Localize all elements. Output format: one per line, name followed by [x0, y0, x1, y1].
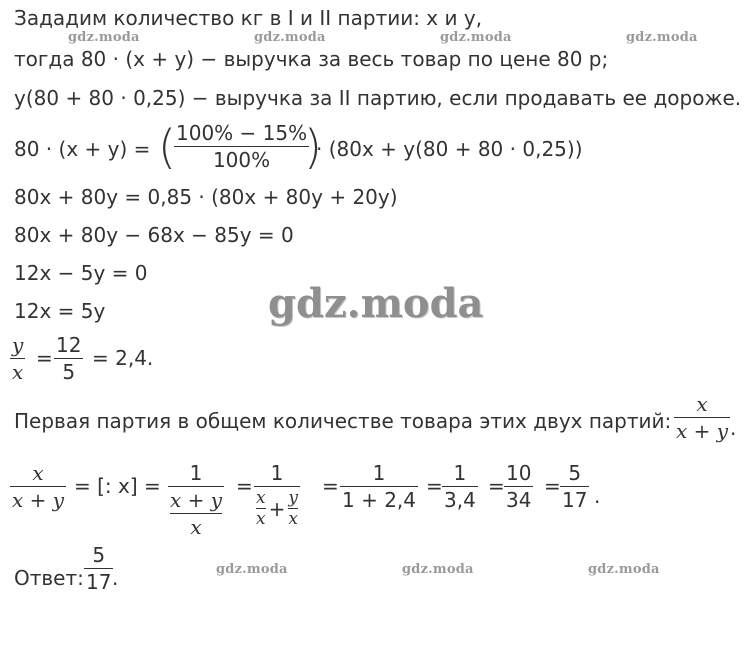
fraction-bar — [560, 486, 589, 487]
fraction-bar — [174, 146, 309, 147]
fraction-bar — [168, 486, 224, 487]
nested-denominator: x — [288, 509, 298, 529]
plus-sign: + — [268, 496, 286, 521]
answer-fraction — [84, 543, 113, 594]
fraction-bar — [674, 417, 730, 418]
fraction-numerator: 5 — [568, 461, 582, 485]
close-paren: ) — [304, 120, 322, 174]
fraction-denominator: x + y — [676, 419, 729, 443]
fraction-bar — [340, 486, 418, 487]
chain-fraction-c — [254, 461, 300, 529]
answer-label: Ответ: — [14, 566, 84, 590]
fraction-denominator: 34 — [506, 488, 532, 512]
fraction-bar — [254, 486, 300, 487]
fraction-denominator: 17 — [86, 570, 112, 594]
fraction-numerator: 10 — [506, 461, 532, 485]
equals-sign: = — [544, 474, 561, 498]
period: . — [594, 484, 601, 508]
chain-fraction-a — [10, 461, 66, 512]
open-paren: ( — [158, 120, 176, 174]
watermark-large: gdz.moda — [268, 280, 484, 327]
fraction-denominator: 3,4 — [444, 488, 476, 512]
intro-line: Зададим количество кг в I и II партии: x и y, — [14, 6, 483, 30]
x-over-x — [256, 488, 266, 529]
sum-of-fractions — [254, 488, 300, 529]
equation-2: 80x + 80y = 0,85 · (80x + 80y + 20y) — [14, 185, 398, 209]
fraction-numerator: 1 — [453, 461, 467, 485]
fraction-denominator: 17 — [562, 488, 588, 512]
fraction-bar — [54, 358, 83, 359]
watermark: gdz.moda — [440, 30, 512, 45]
equals-sign: = — [236, 474, 253, 498]
revenue-total-line: тогда 80 · (x + y) − выручка за весь товар по цене 80 р; — [14, 47, 609, 71]
nested-denominator: x — [190, 515, 202, 539]
nested-denominator: x — [256, 509, 266, 529]
nested-bar — [170, 513, 222, 514]
fraction-denominator: 100% — [212, 148, 271, 172]
equation-3: 80x + 80y − 68x − 85y = 0 — [14, 223, 294, 247]
chain-fraction-g — [560, 461, 589, 512]
watermark: gdz.moda — [254, 30, 326, 45]
fraction-denominator: x — [12, 360, 24, 384]
chain-fraction-d — [340, 461, 418, 512]
divide-by-x: = [: x] = — [74, 474, 161, 498]
chain-fraction-f — [504, 461, 533, 512]
twelve-over-five-fraction — [54, 333, 83, 384]
equals-sign: = — [488, 474, 505, 498]
fraction-bar — [504, 486, 533, 487]
y-over-x-fraction — [10, 333, 25, 384]
fraction-numerator: x — [32, 461, 44, 485]
equals-sign: = — [36, 346, 53, 370]
fraction-denominator: 5 — [62, 360, 76, 384]
y-over-x — [288, 488, 298, 529]
watermark: gdz.moda — [588, 562, 660, 577]
fraction-bar — [10, 486, 66, 487]
nested-numerator: x + y — [170, 488, 223, 512]
fraction-denominator: 1 + 2,4 — [342, 488, 417, 512]
fraction-numerator: 1 — [189, 461, 203, 485]
revenue-second-line: y(80 + 80 · 0,25) − выручка за II партию, если продавать ее дороже. — [14, 86, 742, 110]
equation-4: 12x − 5y = 0 — [14, 261, 148, 285]
watermark: gdz.moda — [216, 562, 288, 577]
nested-numerator: y — [288, 488, 298, 508]
period: . — [112, 566, 119, 590]
watermark: gdz.moda — [402, 562, 474, 577]
first-part-text: Первая партия в общем количестве товара этих двух партий: — [14, 409, 672, 433]
equals-sign: = — [426, 474, 443, 498]
fraction-numerator: x — [696, 392, 708, 416]
fraction-numerator: y — [12, 333, 24, 357]
fraction-bar — [10, 358, 25, 359]
discount-fraction — [174, 121, 309, 172]
fraction-numerator: 100% − 15% — [176, 121, 308, 145]
nested-fraction — [168, 488, 224, 539]
fraction-bar — [442, 486, 478, 487]
fraction-numerator: 5 — [92, 543, 106, 567]
fraction-bar — [84, 568, 113, 569]
equation-1-left: 80 · (x + y) = — [14, 137, 151, 161]
fraction-denominator: x + y — [12, 488, 65, 512]
first-part-fraction — [674, 392, 730, 443]
chain-fraction-e — [442, 461, 478, 512]
equation-1-right: · (80x + y(80 + 80 · 0,25)) — [316, 137, 583, 161]
chain-fraction-b — [168, 461, 224, 539]
period: . — [730, 416, 737, 440]
fraction-numerator: 1 — [270, 461, 284, 485]
equals-sign: = — [322, 474, 339, 498]
ratio-result: = 2,4. — [92, 346, 154, 370]
watermark: gdz.moda — [68, 30, 140, 45]
nested-numerator: x — [256, 488, 266, 508]
fraction-numerator: 1 — [372, 461, 386, 485]
fraction-numerator: 12 — [56, 333, 82, 357]
watermark: gdz.moda — [626, 30, 698, 45]
equation-5: 12x = 5y — [14, 299, 106, 323]
